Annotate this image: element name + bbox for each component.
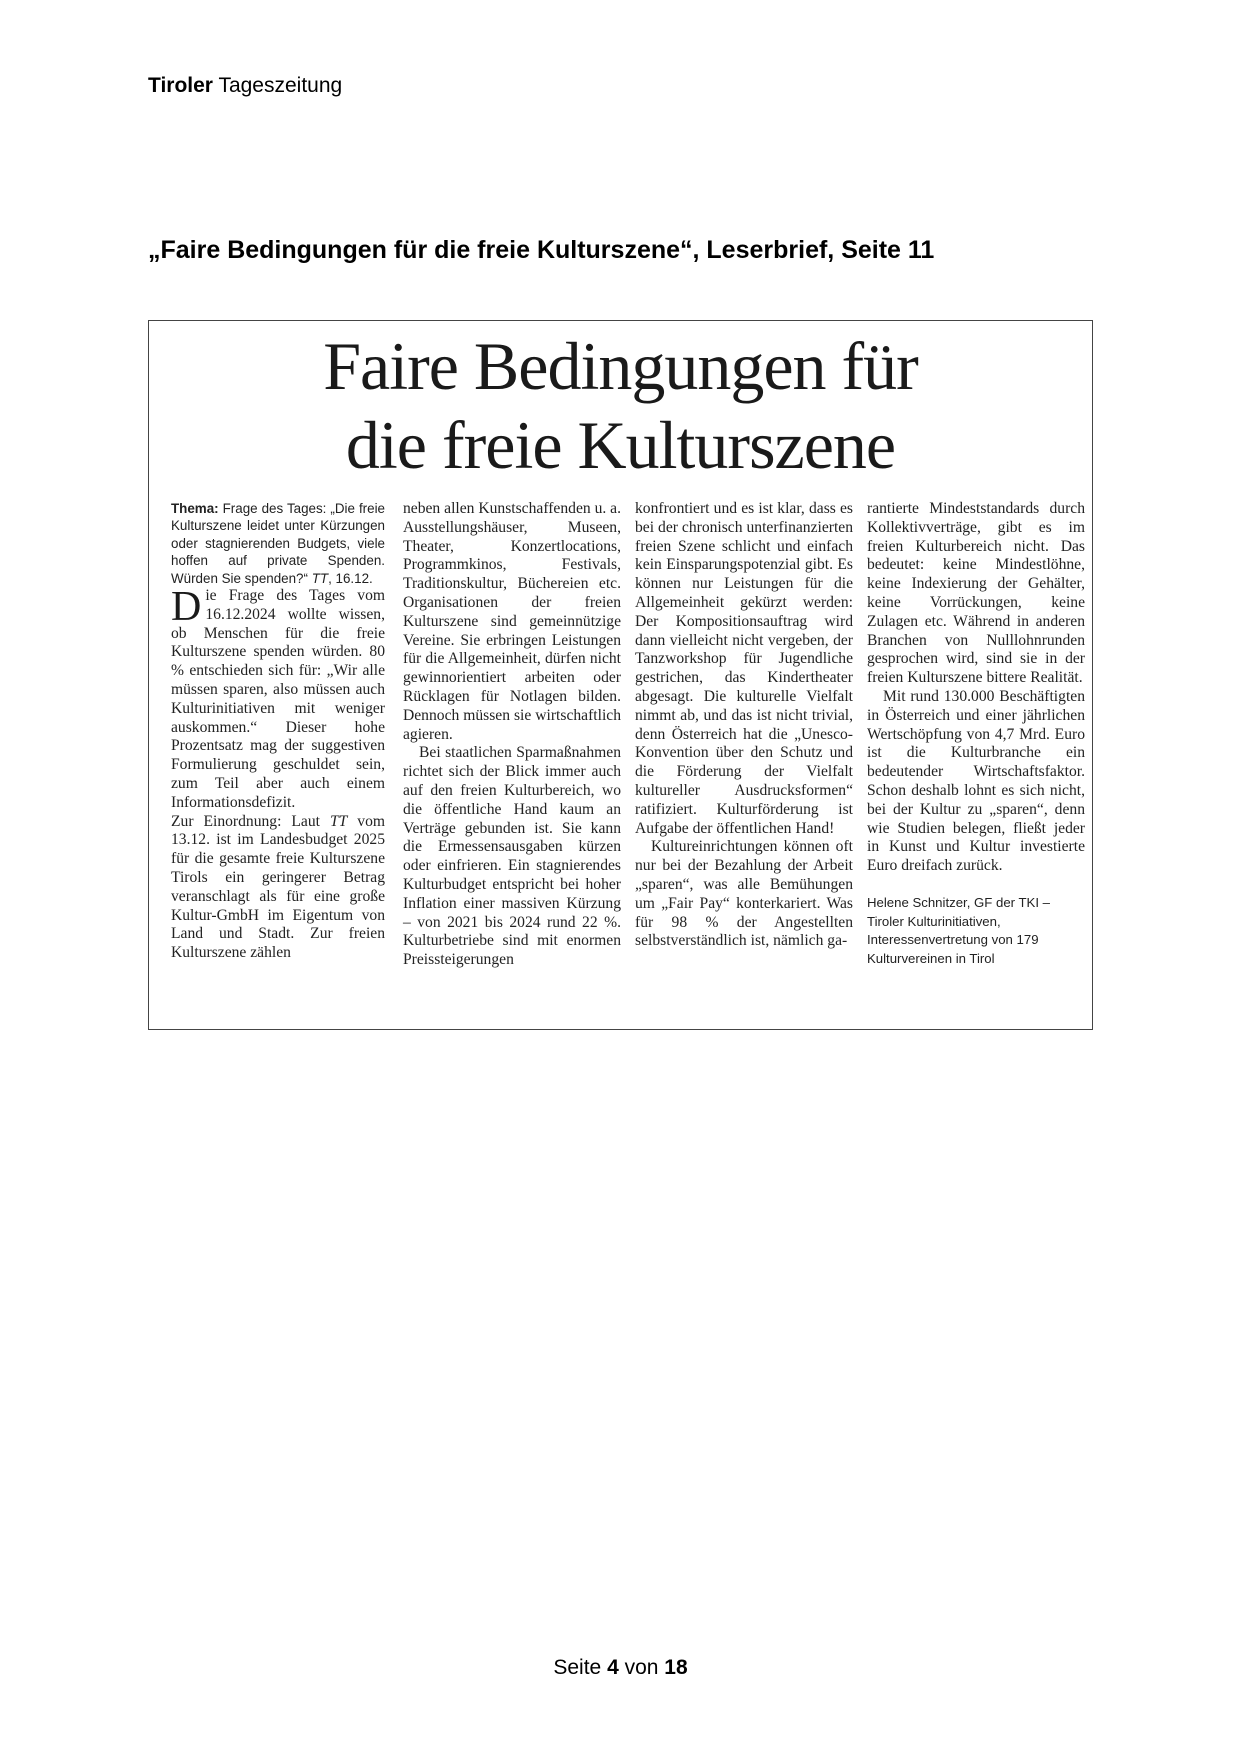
article-column-2 <box>403 500 621 970</box>
thema-text: Frage des Tages: „Die freie Kulturszene leidet unter Kürzungen oder stagnierenden Budgets, viele hoffen auf private Spenden. Würden Sie spenden?“ <box>171 501 385 586</box>
footer-total-pages: 18 <box>664 1656 688 1679</box>
masthead-name-regular: Tageszeitung <box>218 74 343 97</box>
column-4-paragraph-2: Mit rund 130.000 Beschäftigten in Österreich und einer jährlichen Wertschöpfung von 4,7 Mrd. Euro ist die Kulturbranche ein bedeutender Wirtschaftsfaktor. Schon deshalb lohnt es sich nicht, bei der Kultur zu „sparen“, denn wie Studien belegen, fließt jeder in Kunst und Kultur investierte Euro dreifach zurück. <box>867 687 1085 875</box>
column-2-paragraph-1: neben allen Kunstschaffenden u. a. Ausstellungshäuser, Museen, Theater, Konzertlocations, Programmkinos, Festivals, Traditionskultur, Büchereien etc. Organisationen der freien Kulturszene sind gemeinnützige Vereine. Sie erbringen Leistungen für die Allgemeinheit, dürfen nicht gewinnorientiert arbeiten oder Rücklagen für Notlagen bilden. Dennoch müssen sie wirtschaftlich agieren. <box>403 500 621 743</box>
drop-cap: D <box>171 584 202 631</box>
thema-label: Thema: <box>171 501 219 516</box>
article-paragraph-1 <box>171 584 385 813</box>
article-column-3 <box>635 500 853 951</box>
masthead-name-bold: Tiroler <box>148 74 213 97</box>
p2-tt: TT <box>329 812 348 830</box>
thema-date: , 16.12. <box>328 570 373 586</box>
article-headline-line1: Faire Bedingungen für <box>323 328 918 404</box>
article-paragraph-1-text: ie Frage des Tages vom 16.12.2024 wollte wissen, ob Menschen für die freie Kulturszene spenden würden. 80 % entschieden sich für: „Wir alle müssen sparen, also müssen auch Kulturinitiativen mit weniger auskommen.“ Dieser hohe Prozentsatz mag der suggestiven Formulierung geschuldet sein, zum Teil aber auch einem Informationsdefizit. <box>171 587 385 811</box>
newspaper-clipping <box>148 320 1093 1030</box>
footer-page-number: 4 <box>607 1656 619 1679</box>
column-2-paragraph-2: Bei staatlichen Sparmaßnahmen richtet sich der Blick immer auch auf den freien Kulturbereich, wo die öffentliche Hand kaum an Verträge gebunden ist. Sie kann die Ermessensausgaben kürzen oder einfrieren. Ein stagnierendes Kulturbudget entspricht bei hoher Inflation einer massiven Kürzung – von 2021 bis 2024 rund 22 %. Kulturbetriebe sind mit enormen Preissteigerungen <box>403 744 621 969</box>
page-footer <box>0 1656 1241 1680</box>
column-4-paragraph-1: rantierte Mindeststandards durch Kollektivverträge, gibt es im freien Kulturbereich nicht. Das bedeutet: keine Mindestlöhne, keine Indexierung der Gehälter, keine Vorrückungen, keine Zulagen etc. Während in anderen Branchen von Nulllohnrunden gesprochen wird, sind sie in der freien Kulturszene bittere Realität. <box>867 500 1085 687</box>
footer-prefix: Seite <box>553 1656 608 1679</box>
article-paragraph-2 <box>171 813 385 963</box>
p2-rest: vom 13.12. ist im Landesbudget 2025 für die gesamte freie Kulturszene Tirols ein geringerer Betrag veranschlagt als für eine große Kultur-GmbH im Eigentum von Land und Stadt. Zur freien Kulturszene zählen <box>171 812 386 962</box>
column-3-paragraph-1: konfrontiert und es ist klar, dass es bei der chronisch unterfinanzierten freien Szene schlicht und einfach kein Einsparungspotenzial gibt. Es können nur Leistungen für die Allgemeinheit gekürzt werden: Der Kompositionsauftrag wird dann vielleicht nicht vergeben, der Tanzworkshop für Jugendliche gestrichen, das Kindertheater abgesagt. Die kulturelle Vielfalt nimmt ab, und das ist nicht trivial, denn Österreich hat die „Unesco-Konvention über den Schutz und die Förderung der Vielfalt kultureller Ausdrucksformen“ ratifiziert. Kulturförderung ist Aufgabe der öffentlichen Hand! <box>635 500 853 837</box>
footer-middle: von <box>618 1656 665 1679</box>
masthead <box>148 74 342 98</box>
author-signature: Helene Schnitzer, GF der TKI – Tiroler Kulturinitiativen, Interessenvertretung von 179 Kulturvereinen in Tirol <box>867 894 1051 966</box>
p2-start: Zur Einordnung: Laut <box>171 812 330 830</box>
article-column-1 <box>171 500 385 963</box>
column-3-paragraph-2: Kultureinrichtungen können oft nur bei der Bezahlung der Arbeit „sparen“, was alle Bemühungen um „Fair Pay“ konterkariert. Was für 98 % der Angestellten selbstverständlich ist, nämlich ga- <box>635 838 853 950</box>
article-headline-line2: die freie Kulturszene <box>345 407 896 483</box>
thema-source: TT <box>311 570 329 586</box>
document-title: „Faire Bedingungen für die freie Kulturszene“, Leserbrief, Seite 11 <box>148 236 935 264</box>
article-column-4 <box>867 500 1085 968</box>
thema-box <box>171 500 385 587</box>
